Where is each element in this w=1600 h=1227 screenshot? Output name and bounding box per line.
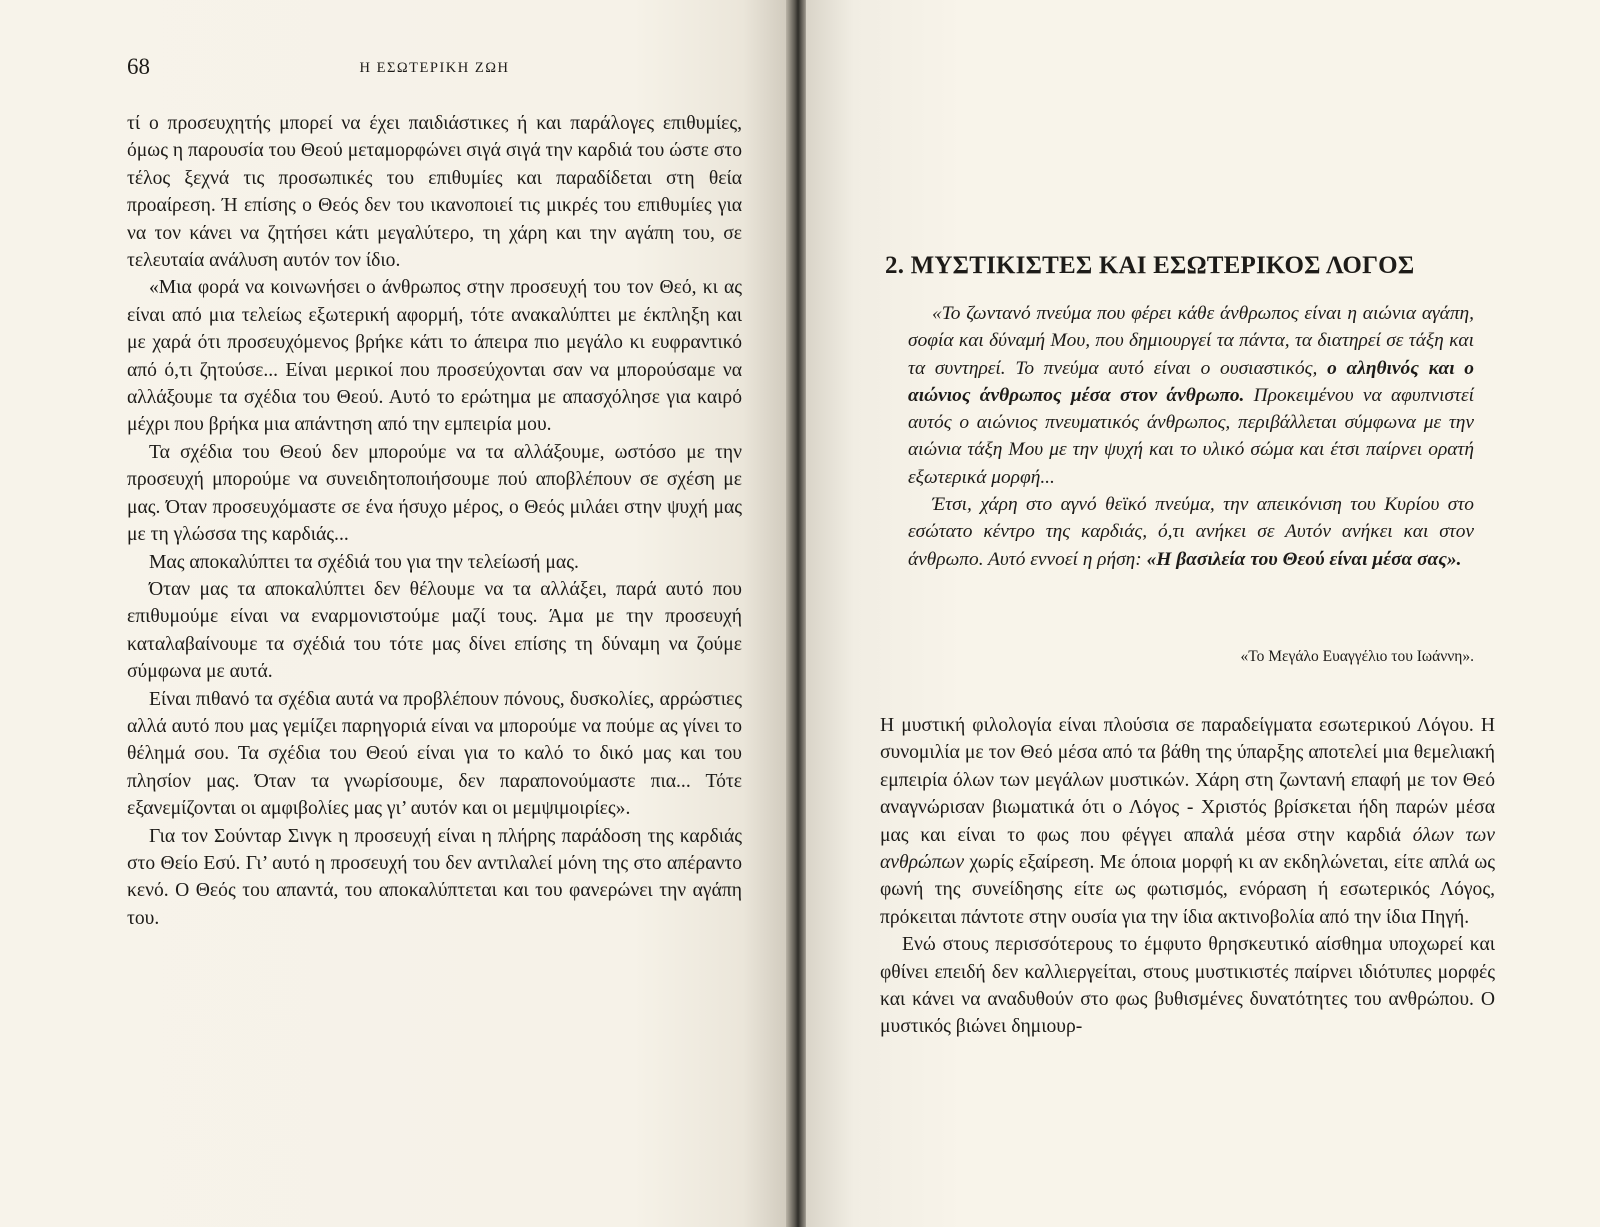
paragraph: Ενώ στους περισσότερους το έμφυτο θρησκευτικό αίσθημα υποχωρεί και φθίνει επειδή δεν καλλιεργείται, στους μυστικιστές παίρνει ιδιότυπες μορφές και κάνει να αναδυθούν στο φως βυθισμένες δυνατότητες του ανθρώπου. Ο μυστικός βιώνει δημιουρ- bbox=[880, 934, 1495, 1038]
running-head bbox=[127, 54, 742, 84]
epigraph-paragraph bbox=[908, 491, 1474, 573]
right-page bbox=[806, 0, 1600, 1227]
epigraph-text: Προκειμένου να αφυπνιστεί αυτός ο αιώνιος πνευματικός άνθρωπος, περιβάλλεται σύμφωνα με την αιώνια τάξη Μου με την ψυχή και το υλικό σώμα και έτσι παίρνει ορατή εξωτερικά μορφή... bbox=[908, 384, 1474, 488]
chapter-heading: 2. ΜΥΣΤΙΚΙΣΤΕΣ ΚΑΙ ΕΣΩΤΕΡΙΚΟΣ ΛΟΓΟΣ bbox=[885, 252, 1415, 279]
paragraph: Όταν μας τα αποκαλύπτει δεν θέλουμε να τα αλλάξει, παρά αυτό που επιθυμούμε είναι να εναρμονιστούμε μαζί τους. Άμα με την προσευχή καταλαβαίνουμε τα σχέδιά του τότε μας δίνει επίσης τη δύναμη να ζούμε σύμφωνα με αυτά. bbox=[127, 578, 742, 683]
paragraph: Για τον Σούνταρ Σινγκ η προσευχή είναι η πλήρης παράδοση της καρδιάς στο Θείο Εσύ. Γι’ αυτό η προσευχή του δεν αντιλαλεί μόνη της στο απέραντο κενό. Ο Θεός του απαντά, του αποκαλύπτεται και του φανερώνει την αγάπη του. bbox=[127, 825, 742, 929]
epigraph-bold-text: ο αληθινός και ο αιώνιος άνθρωπος μέσα στον άνθρωπο. bbox=[908, 357, 1474, 406]
paragraph: «Μια φορά να κοινωνήσει ο άνθρωπος στην προσευχή του τον Θεό, κι ας είναι από μια τελείως εξωτερική αφορμή, τότε ανακαλύπτει με έκπληξη και με χαρά ότι προσευχόμενος βρήκε κάτι το άπειρα πιο μεγάλο κι ευφραντικό από ό,τι ζητούσε... Είναι μερικοί που προσεύχονται σαν να μπορούσαμε να αλλάξουμε τα σχέδια του Θεού. Αυτό το ερώτημα με απασχόλησε για καιρό μέχρι που βρήκα μια απάντηση από την εμπειρία μου. bbox=[127, 277, 742, 436]
paragraph: Είναι πιθανό τα σχέδια αυτά να προβλέπουν πόνους, δυσκολίες, αρρώστιες αλλά αυτό που μας γεμίζει παρηγοριά είναι να μπορούμε να πούμε ας γίνει το θέλημά σου. Τα σχέδια του Θεού είναι για το καλό το δικό μας και του πλησίον μας. Όταν τα γνωρίσουμε, δεν παραπονούμαστε πια... Τότε εξανεμίζονται οι αμφιβολίες μας γι’ αυτόν και οι μεμψιμοιρίες». bbox=[127, 688, 742, 820]
epigraph bbox=[908, 300, 1474, 573]
body-text: χωρίς εξαίρεση. Με όποια μορφή κι αν εκδηλώνεται, είτε απλά ως φωνή της συνείδησης είτε ως φωτισμός, ενόραση ή εσωτερικός Λόγος, πρόκειται πάντοτε στην ουσία για την ίδια ακτινοβολία από την ίδια Πηγή. bbox=[880, 852, 1495, 928]
epigraph-text: «Το ζωντανό πνεύμα που φέρει κάθε άνθρωπος είναι η αιώνια αγάπη, σοφία και δύναμή Μου, που δημιουργεί τα πάντα, τα διατηρεί σε τάξη και τα συντηρεί. Το πνεύμα αυτό είναι ο ουσιαστικός, bbox=[908, 303, 1474, 379]
paragraph: τί ο προσευχητής μπορεί να έχει παιδιάστικες ή και παράλογες επιθυμίες, όμως η παρουσία του Θεού μεταμορφώνει σιγά σιγά την καρδιά του ώστε στο τέλος ξεχνά τις προσωπικές του επιθυμίες και παραδίδεται στη θεία προαίρεση. Ή επίσης ο Θεός δεν του ικανοποιεί τις μικρές του επιθυμίες για να τον κάνει να ζητήσει κάτι μεγαλύτερο, τη χάρη και την αγάπη του, σε τελευταία ανάλυση αυτόν τον ίδιο. bbox=[127, 113, 742, 272]
right-page-body bbox=[880, 712, 1495, 1041]
epigraph-text: Έτσι, χάρη στο αγνό θεϊκό πνεύμα, την απεικόνιση του Κυρίου στο εσώτατο κέντρο της καρδιάς, ό,τι ανήκει σε Αυτόν ανήκει και στον άνθρωπο. Αυτό εννοεί η ρήση: bbox=[908, 494, 1474, 570]
body-italic-text: όλων των ανθρώπων bbox=[880, 824, 1495, 874]
epigraph-bold-text: «Η βασιλεία του Θεού είναι μέσα σας». bbox=[1146, 548, 1462, 570]
paragraph: Τα σχέδια του Θεού δεν μπορούμε να τα αλλάξουμε, ωστόσο με την προσευχή μπορούμε να συνειδητοποιήσουμε πού αποβλέπουν σε σχέση με μας. Όταν προσευχόμαστε σε ένα ήσυχο μέρος, ο Θεός μιλάει στην ψυχή μας με τη γλώσσα της καρδιάς... bbox=[127, 441, 742, 546]
paragraph: Μας αποκαλύπτει τα σχέδιά του για την τελείωσή μας. bbox=[149, 551, 579, 573]
book-gutter bbox=[786, 0, 808, 1227]
running-title: Η ΕΣΩΤΕΡΙΚΗ ΖΩΗ bbox=[359, 60, 510, 76]
left-page-body bbox=[127, 110, 742, 932]
body-text: Η μυστική φιλολογία είναι πλούσια σε παραδείγματα εσωτερικού Λόγου. Η συνομιλία με τον Θεό μέσα από τα βάθη της ύπαρξης αποτελεί μια θεμελιακή εμπειρία όλων των μεγάλων μυστικών. Χάρη στη ζωντανή επαφή με τον Θεό αναγνώρισαν βιωματικά ότι ο Λόγος - Χριστός βρίσκεται ήδη παρών μέσα μας και είναι το φως που φέγγει απαλά μέσα στην καρδιά bbox=[880, 715, 1495, 846]
epigraph-source: «Το Μεγάλο Ευαγγέλιο του Ιωάννη». bbox=[1240, 648, 1474, 665]
page-number: 68 bbox=[127, 54, 150, 79]
paragraph bbox=[880, 712, 1495, 931]
epigraph-paragraph bbox=[908, 300, 1474, 491]
